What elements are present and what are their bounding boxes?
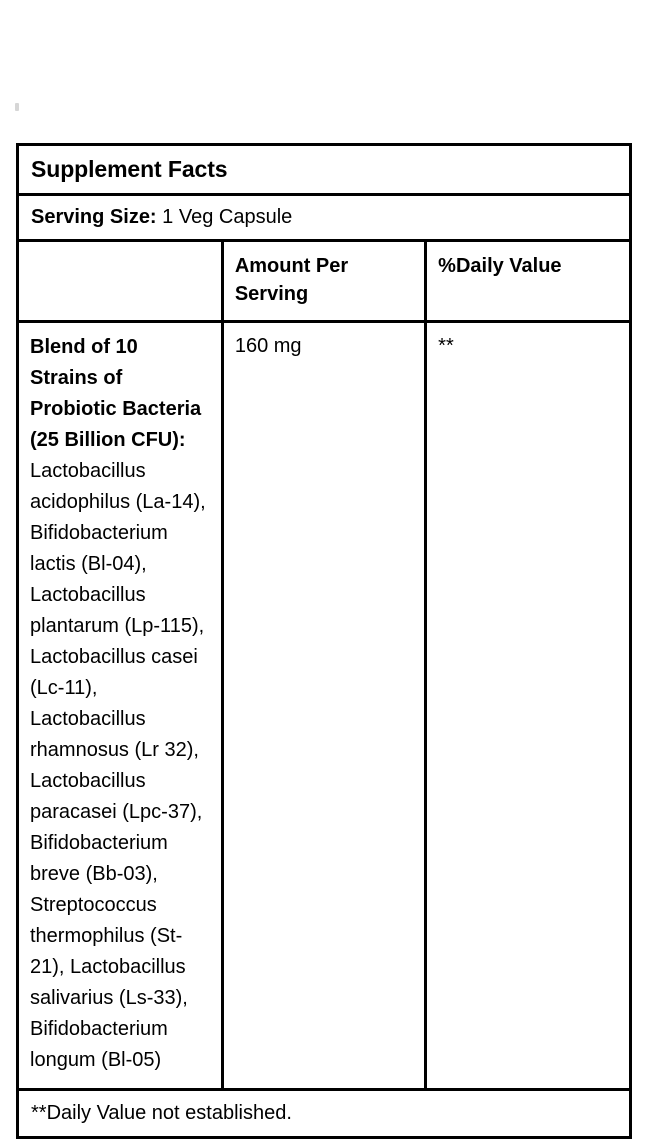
- ingredient-daily-value: **: [438, 335, 454, 357]
- ingredient-amount-value: 160 mg: [234, 335, 302, 357]
- serving-size-value: 1 Veg Capsule: [156, 206, 293, 228]
- ingredient-description: [30, 332, 210, 1076]
- column-header-percent-daily-value: %Daily Value: [438, 255, 562, 277]
- ingredient-heading: Blend of 10 Strains of Probiotic Bacteria (25 Billion CFU):: [30, 336, 202, 451]
- panel-title-row: [19, 146, 629, 195]
- panel-title: Supplement Facts: [31, 156, 228, 182]
- ingredient-name-cell: [19, 322, 222, 1090]
- footnote-row: [19, 1090, 629, 1137]
- footnote-text: **Daily Value not established.: [31, 1102, 292, 1124]
- serving-size-row: [19, 195, 629, 241]
- serving-size-line: [31, 204, 617, 230]
- column-header-amount-per-serving: Amount Per Serving: [234, 255, 349, 305]
- column-header-row: [19, 241, 629, 322]
- footnote-cell: [19, 1090, 629, 1137]
- panel-title-cell: [19, 146, 629, 195]
- ingredient-strain-list: Lactobacillus acidophilus (La-14), Bifidobacterium lactis (Bl-04), Lactobacillus plantarum (Lp-115), Lactobacillus casei (Lc-11), Lactobacillus rhamnosus (Lr 32), Lactobacillus paracasei (Lpc-37), Bifidobacterium breve (Bb-03), Streptococcus thermophilus (St-21), Lactobacillus salivarius (Ls-33), Bifidobacterium longum (Bl-05): [30, 460, 206, 1071]
- ingredient-amount-cell: [222, 322, 425, 1090]
- ingredient-daily-value-cell: [426, 322, 629, 1090]
- scan-artifact-mark: [15, 103, 19, 111]
- column-header-amount-cell: [222, 241, 425, 322]
- ingredient-row: [19, 322, 629, 1090]
- serving-size-cell: [19, 195, 629, 241]
- column-header-name-cell: [19, 241, 222, 322]
- column-header-daily-value-cell: [426, 241, 629, 322]
- serving-size-label: Serving Size:: [31, 206, 157, 228]
- supplement-facts-panel: [16, 143, 632, 1139]
- supplement-facts-table: [19, 146, 629, 1136]
